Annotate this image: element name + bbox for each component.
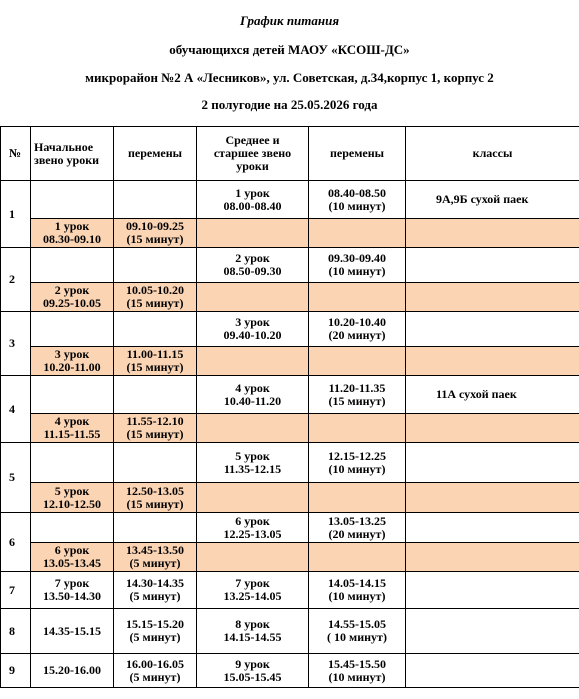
row-number: 3 [1,312,31,376]
document-title: График питания [239,13,340,28]
classes-cell [406,248,579,283]
senior-break-cell [309,543,406,572]
row-number: 8 [1,609,31,654]
table-row [1,347,579,376]
table-row [1,181,579,219]
primary-break-cell: 16.00-16.05 (5 минут) [114,654,197,688]
senior-lesson-cell [197,543,309,572]
classes-cell: 9А,9Б сухой паек [406,181,579,219]
primary-break-cell: 13.45-13.50 (5 минут) [114,543,197,572]
senior-break-cell [309,283,406,312]
row-number: 1 [1,181,31,248]
primary-break-cell: 10.05-10.20 (15 минут) [114,283,197,312]
primary-lesson-cell: 7 урок 13.50-14.30 [31,572,114,609]
classes-cell [406,483,579,513]
primary-break-cell [114,376,197,414]
primary-lesson-cell: 6 урок 13.05-13.45 [31,543,114,572]
primary-lesson-cell [31,376,114,414]
senior-break-cell: 08.40-08.50 (10 минут) [309,181,406,219]
senior-break-cell [309,219,406,248]
table-row [1,483,579,513]
primary-lesson-cell: 5 урок 12.10-12.50 [31,483,114,513]
senior-break-cell: 12.15-12.25 (10 минут) [309,443,406,483]
senior-break-cell [309,483,406,513]
primary-break-cell [114,513,197,543]
primary-break-cell [114,312,197,347]
row-number: 9 [1,654,31,688]
senior-break-cell [309,414,406,443]
header-classes: классы [406,127,579,181]
senior-break-cell: 13.05-13.25 (20 минут) [309,513,406,543]
row-number: 5 [1,443,31,513]
table-row [1,376,579,414]
header-number: № [1,127,31,181]
row-number: 6 [1,513,31,572]
senior-lesson-cell [197,483,309,513]
document-period: 2 полугодие на 25.05.2026 года [201,97,378,112]
table-row [1,543,579,572]
primary-lesson-cell: 3 урок 10.20-11.00 [31,347,114,376]
primary-break-cell [114,181,197,219]
table-row [1,283,579,312]
primary-break-cell [114,443,197,483]
classes-cell [406,414,579,443]
document-subtitle: обучающихся детей МАОУ «КСОШ-ДС» [169,42,410,57]
header-primary-breaks: перемены [114,127,197,181]
classes-cell [406,443,579,483]
header-senior-lessons: Среднее и старшее звено уроки [197,127,309,181]
table-row [1,654,579,688]
senior-break-cell: 11.20-11.35 (15 минут) [309,376,406,414]
senior-lesson-cell [197,347,309,376]
table-row [1,248,579,283]
primary-lesson-cell: 4 урок 11.15-11.55 [31,414,114,443]
primary-lesson-cell: 15.20-16.00 [31,654,114,688]
primary-break-cell: 14.30-14.35 (5 минут) [114,572,197,609]
table-row [1,572,579,609]
table-row [1,609,579,654]
primary-lesson-cell [31,443,114,483]
senior-lesson-cell: 1 урок 08.00-08.40 [197,181,309,219]
primary-break-cell: 15.15-15.20 (5 минут) [114,609,197,654]
senior-lesson-cell: 4 урок 10.40-11.20 [197,376,309,414]
table-row [1,513,579,543]
primary-break-cell [114,248,197,283]
classes-cell [406,572,579,609]
senior-lesson-cell: 5 урок 11.35-12.15 [197,443,309,483]
table-row [1,312,579,347]
primary-lesson-cell: 14.35-15.15 [31,609,114,654]
primary-lesson-cell: 2 урок 09.25-10.05 [31,283,114,312]
primary-break-cell: 09.10-09.25 (15 минут) [114,219,197,248]
meal-schedule-table [0,126,579,688]
classes-cell [406,654,579,688]
senior-break-cell: 15.45-15.50 (10 минут) [309,654,406,688]
classes-cell [406,609,579,654]
document-address: микрорайон №2 А «Лесников», ул. Советская, д.34,корпус 1, корпус 2 [85,70,494,85]
senior-lesson-cell: 2 урок 08.50-09.30 [197,248,309,283]
row-number: 4 [1,376,31,443]
classes-cell [406,219,579,248]
row-number: 2 [1,248,31,312]
primary-lesson-cell [31,181,114,219]
header-senior-breaks: перемены [309,127,406,181]
table-row [1,443,579,483]
senior-break-cell: 14.55-15.05 ( 10 минут) [309,609,406,654]
primary-lesson-cell [31,513,114,543]
senior-lesson-cell: 3 урок 09.40-10.20 [197,312,309,347]
primary-break-cell: 12.50-13.05 (15 минут) [114,483,197,513]
senior-lesson-cell: 7 урок 13.25-14.05 [197,572,309,609]
classes-cell [406,543,579,572]
table-header-row [1,127,579,181]
senior-lesson-cell [197,219,309,248]
senior-lesson-cell: 9 урок 15.05-15.45 [197,654,309,688]
primary-lesson-cell [31,248,114,283]
table-row [1,414,579,443]
senior-lesson-cell: 6 урок 12.25-13.05 [197,513,309,543]
senior-lesson-cell [197,283,309,312]
classes-cell: 11А сухой паек [406,376,579,414]
senior-break-cell: 14.05-14.15 (10 минут) [309,572,406,609]
senior-lesson-cell: 8 урок 14.15-14.55 [197,609,309,654]
table-row [1,219,579,248]
primary-lesson-cell [31,312,114,347]
header-primary-lessons: Начальное звено уроки [31,127,114,181]
senior-break-cell: 10.20-10.40 (20 минут) [309,312,406,347]
classes-cell [406,312,579,347]
senior-break-cell [309,347,406,376]
primary-break-cell: 11.00-11.15 (15 минут) [114,347,197,376]
primary-break-cell: 11.55-12.10 (15 минут) [114,414,197,443]
classes-cell [406,283,579,312]
senior-lesson-cell [197,414,309,443]
senior-break-cell: 09.30-09.40 (10 минут) [309,248,406,283]
primary-lesson-cell: 1 урок 08.30-09.10 [31,219,114,248]
classes-cell [406,347,579,376]
row-number: 7 [1,572,31,609]
classes-cell [406,513,579,543]
